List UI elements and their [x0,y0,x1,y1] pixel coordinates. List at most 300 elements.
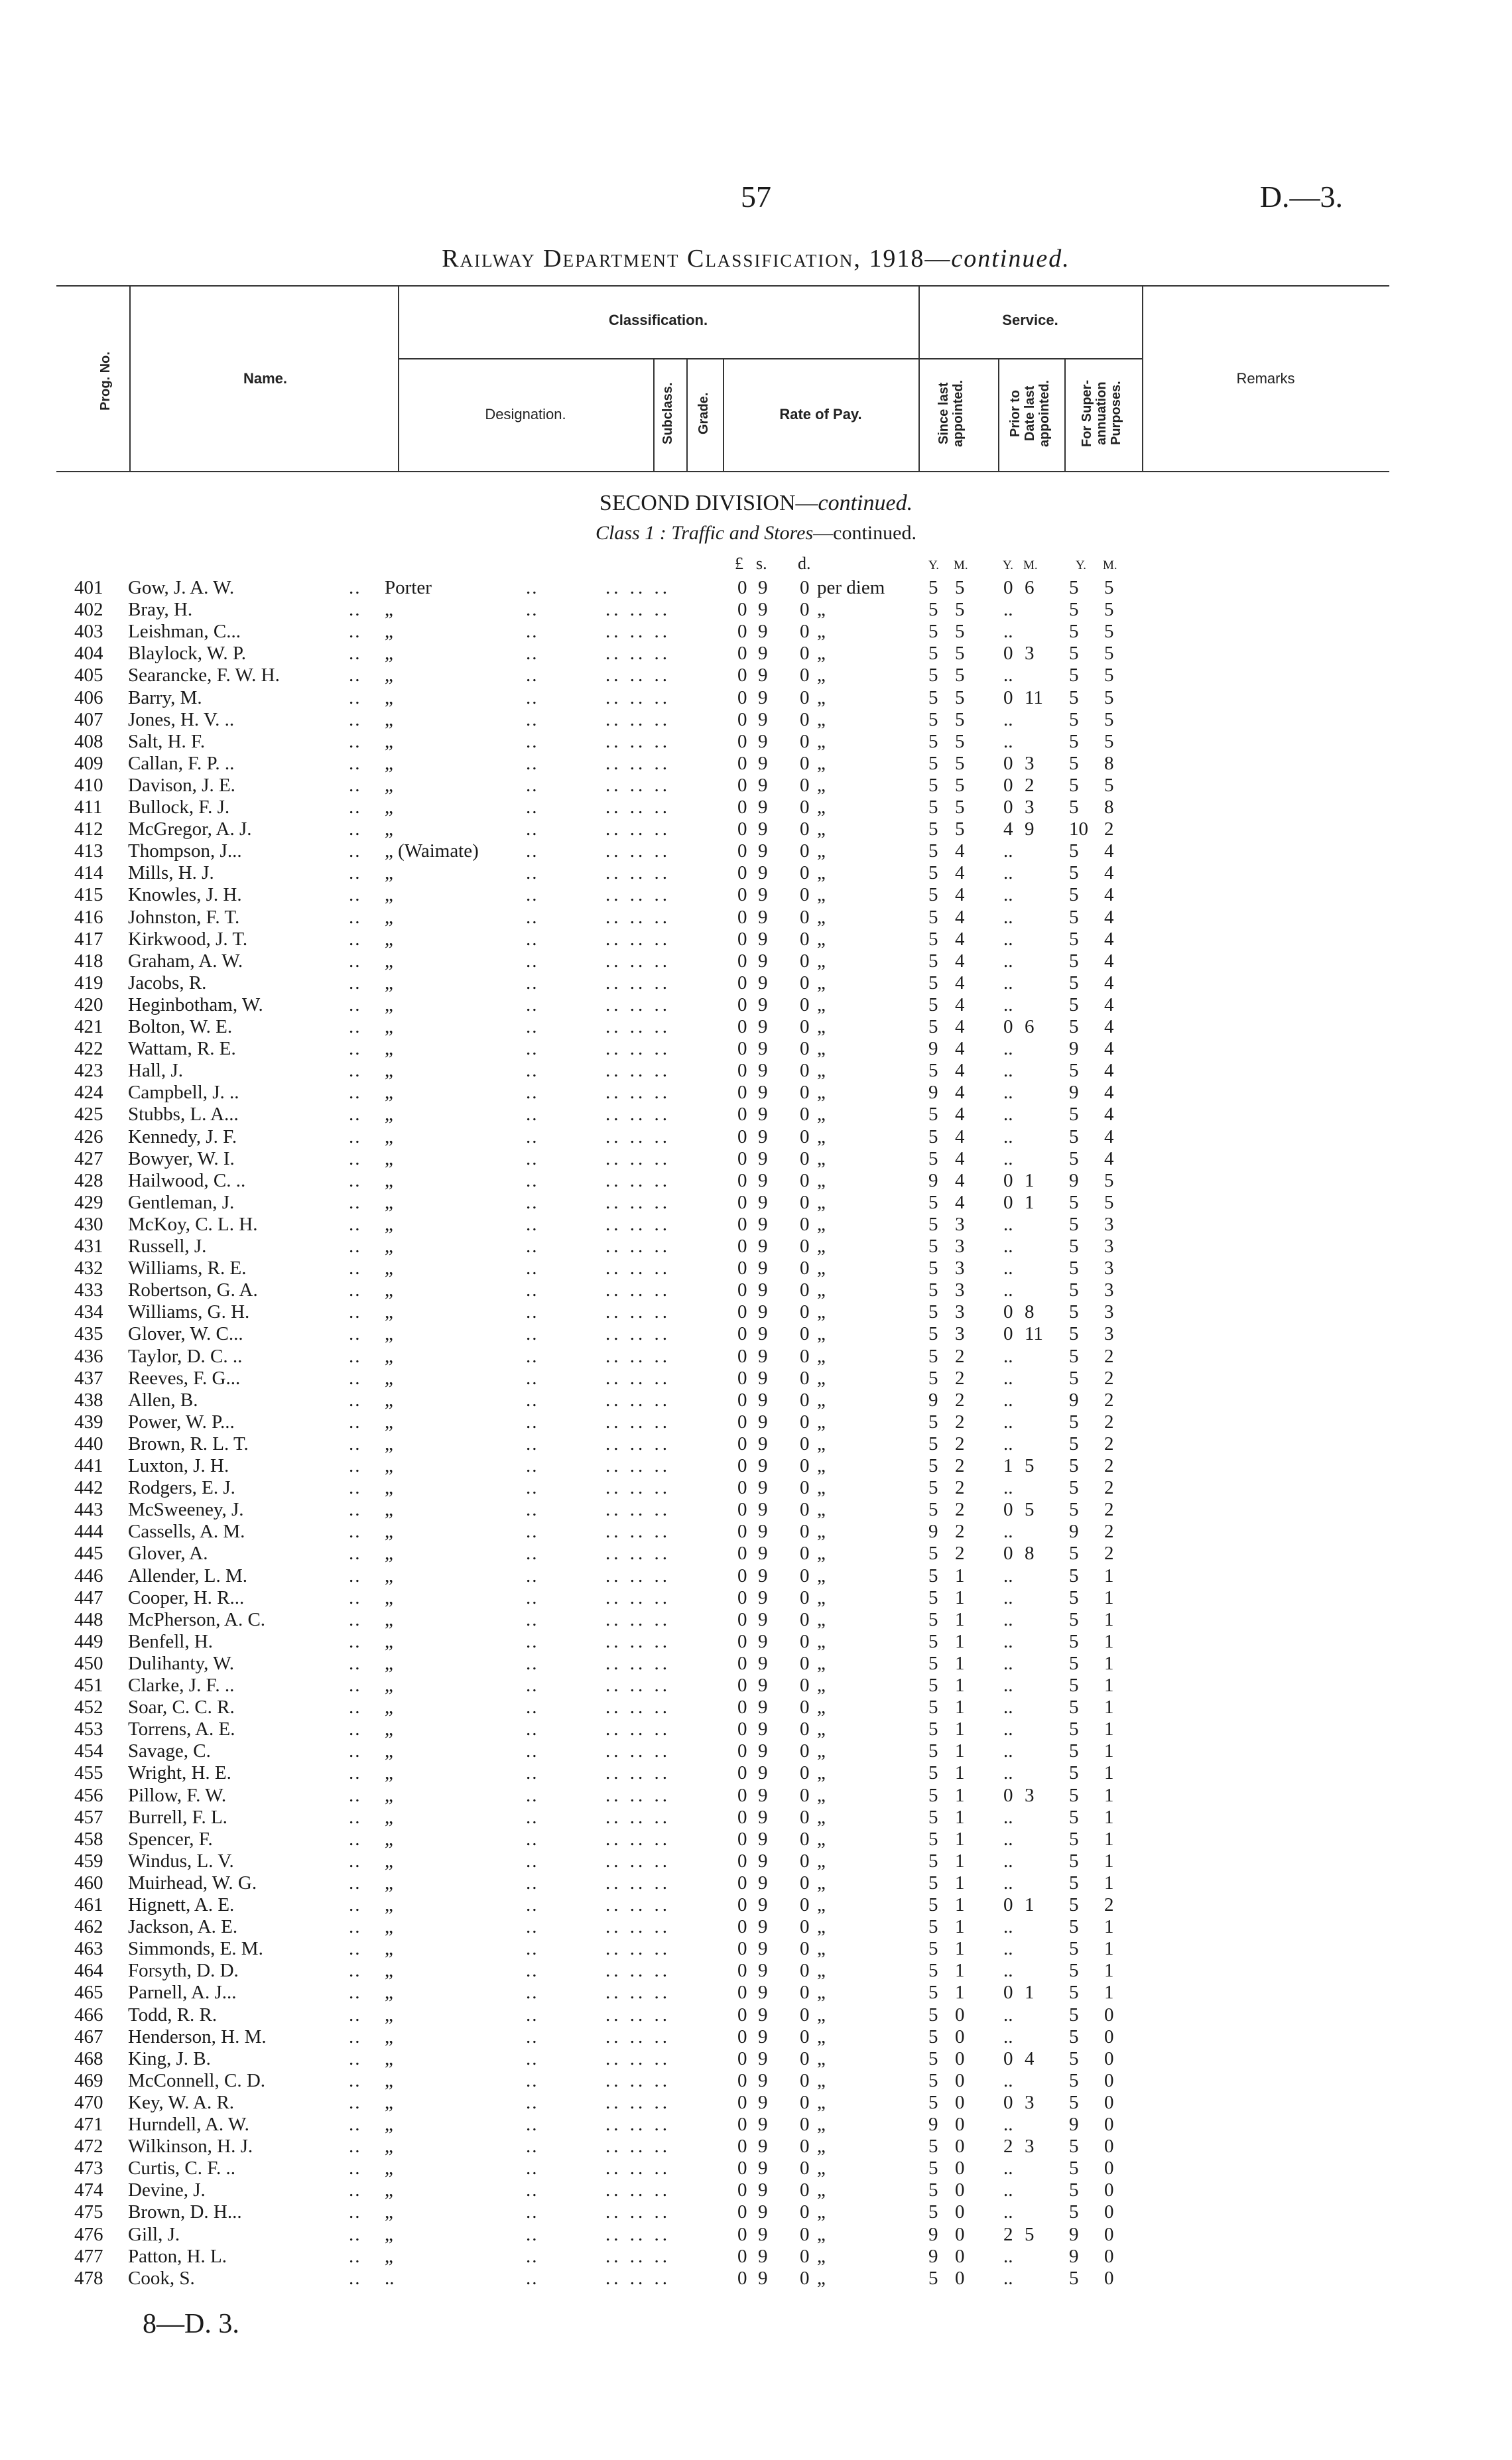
employee-name: Gill, J. [128,2223,180,2245]
leader-dots: .. [349,1675,361,1696]
super-months: 4 [1104,884,1114,906]
since-months: 4 [955,928,965,950]
prog-number: 442 [74,1477,103,1499]
leader-dots: .. [526,774,538,796]
super-months: 1 [1104,1960,1114,1982]
designation: „ [385,2201,393,2223]
since-months: 5 [955,752,965,774]
prior-months: 9 [1025,818,1035,840]
since-years: 5 [928,1477,938,1499]
leader-dots: .. [526,818,538,840]
rate-shillings: 9 [758,1740,768,1762]
rate-pounds: 0 [737,1477,747,1499]
table-row [0,1543,1512,1565]
rate-shillings: 9 [758,1718,768,1740]
super-months: 4 [1104,906,1114,928]
rate-shillings: 9 [758,1258,768,1279]
employee-name: Robertson, G. A. [128,1279,258,1301]
designation: „ [385,1082,393,1104]
leader-dots: .. [526,1740,538,1762]
super-years: 5 [1069,1960,1079,1982]
leader-dots: .. [526,599,538,621]
super-months: 8 [1104,797,1114,818]
rate-period: „ [817,2004,826,2026]
since-years: 5 [928,1938,938,1960]
since-months: 1 [955,1894,965,1915]
leader-dots: .. [349,1872,361,1894]
designation: „ [385,1608,393,1630]
employee-name: Soar, C. C. R. [128,1697,235,1718]
rate-pence: 0 [800,884,810,906]
since-years: 5 [928,1258,938,1279]
since-years: 9 [928,2114,938,2135]
rate-pounds: 0 [737,1630,747,1652]
super-months: 2 [1104,1499,1114,1521]
prog-number: 470 [74,2091,103,2113]
prior-years: .. [1003,1213,1013,1235]
rate-period: „ [817,1938,826,1960]
leader-dots: .. [526,1433,538,1455]
rate-pence: 0 [800,1784,810,1806]
rate-pounds: 0 [737,2223,747,2245]
employee-name: Burrell, F. L. [128,1806,227,1828]
unit-months: M. [954,558,968,572]
employee-name: Searancke, F. W. H. [128,665,280,686]
rate-period: „ [817,928,826,950]
leader-dots: .. [349,1038,361,1060]
leader-dots: .. [349,1806,361,1828]
leader-dots: .. .. .. [605,1499,670,1521]
leader-dots: .. [526,928,538,950]
prior-years: 0 [1003,1499,1013,1521]
super-months: 1 [1104,1806,1114,1828]
rate-pence: 0 [800,1982,810,2004]
leader-dots: .. [526,1147,538,1169]
since-months: 1 [955,1850,965,1872]
designation: „ [385,1652,393,1674]
leader-dots: .. [349,2201,361,2223]
designation: „ [385,1718,393,1740]
employee-name: Gentleman, J. [128,1191,235,1213]
since-years: 9 [928,1038,938,1060]
leader-dots: .. [526,1060,538,1082]
leader-dots: .. .. .. [605,1806,670,1828]
since-years: 5 [928,1191,938,1213]
super-years: 5 [1069,840,1079,862]
rate-shillings: 9 [758,1147,768,1169]
prog-number: 444 [74,1521,103,1543]
super-years: 5 [1069,1938,1079,1960]
leader-dots: .. .. .. [605,1455,670,1476]
employee-name: Salt, H. F. [128,730,206,752]
super-years: 5 [1069,1652,1079,1674]
prog-number: 415 [74,884,103,906]
since-years: 5 [928,2047,938,2069]
super-years: 5 [1069,906,1079,928]
rate-period: „ [817,1038,826,1060]
prog-number: 405 [74,665,103,686]
leader-dots: .. [349,1258,361,1279]
prior-months: 8 [1025,1301,1035,1323]
rate-pence: 0 [800,906,810,928]
since-months: 2 [955,1477,965,1499]
since-months: 0 [955,2223,965,2245]
designation: „ [385,1784,393,1806]
super-years: 5 [1069,2158,1079,2179]
super-months: 4 [1104,1126,1114,1147]
table-row [0,797,1512,818]
rate-pence: 0 [800,2201,810,2223]
since-months: 2 [955,1433,965,1455]
prog-number: 448 [74,1608,103,1630]
since-months: 2 [955,1499,965,1521]
super-years: 5 [1069,621,1079,643]
rate-shillings: 9 [758,1938,768,1960]
leader-dots: .. [526,1938,538,1960]
since-years: 5 [928,1301,938,1323]
rate-pence: 0 [800,1213,810,1235]
employee-name: Forsyth, D. D. [128,1960,239,1982]
since-years: 5 [928,2267,938,2289]
rate-pounds: 0 [737,1894,747,1915]
leader-dots: .. [526,577,538,598]
employee-name: Wattam, R. E. [128,1038,236,1060]
designation: „ [385,1191,393,1213]
designation: „ [385,1367,393,1389]
leader-dots: .. [526,2114,538,2135]
table-row [0,1455,1512,1477]
leader-dots: .. [349,1784,361,1806]
since-months: 2 [955,1367,965,1389]
super-years: 5 [1069,1894,1079,1915]
leader-dots: .. [526,906,538,928]
rate-pounds: 0 [737,1916,747,1938]
rate-pounds: 0 [737,730,747,752]
employee-name: Callan, F. P. .. [128,752,235,774]
rate-shillings: 9 [758,1543,768,1565]
employee-name: Curtis, C. F. .. [128,2158,236,2179]
prior-years: .. [1003,1960,1013,1982]
super-months: 2 [1104,818,1114,840]
super-months: 1 [1104,1762,1114,1784]
rate-pence: 0 [800,862,810,884]
rate-pounds: 0 [737,2136,747,2158]
employee-name: McGregor, A. J. [128,818,252,840]
rate-pence: 0 [800,1872,810,1894]
designation: „ [385,906,393,928]
table-row [0,1126,1512,1148]
table-row [0,577,1512,599]
rate-period: „ [817,906,826,928]
designation: „ [385,621,393,643]
since-years: 5 [928,797,938,818]
super-years: 5 [1069,1608,1079,1630]
prior-years: .. [1003,1411,1013,1433]
since-years: 5 [928,599,938,621]
rate-pence: 0 [800,1367,810,1389]
leader-dots: .. .. .. [605,599,670,621]
leader-dots: .. [349,2047,361,2069]
leader-dots: .. .. .. [605,2179,670,2201]
rate-pence: 0 [800,1038,810,1060]
rate-pounds: 0 [737,1169,747,1191]
super-months: 1 [1104,1828,1114,1850]
employee-name: Graham, A. W. [128,950,243,972]
table-row [0,1192,1512,1214]
super-months: 4 [1104,840,1114,862]
prog-number: 477 [74,2245,103,2267]
leader-dots: .. [526,1082,538,1104]
prog-number: 422 [74,1038,103,1060]
prior-years: .. [1003,1806,1013,1828]
employee-name: Bullock, F. J. [128,797,230,818]
prior-years: .. [1003,972,1013,994]
since-years: 5 [928,884,938,906]
rate-pounds: 0 [737,1411,747,1433]
designation: „ [385,2004,393,2026]
super-months: 2 [1104,1455,1114,1476]
col-divider [653,358,655,471]
super-years: 9 [1069,2114,1079,2135]
rate-pence: 0 [800,994,810,1015]
unit-pence: d. [798,554,811,573]
prior-years: .. [1003,2201,1013,2223]
employee-name: Blaylock, W. P. [128,643,247,665]
since-years: 9 [928,2223,938,2245]
leader-dots: .. [526,1806,538,1828]
super-years: 5 [1069,686,1079,708]
designation: „ [385,1433,393,1455]
table-row [0,1829,1512,1850]
super-months: 2 [1104,1433,1114,1455]
prior-years: 0 [1003,686,1013,708]
super-months: 1 [1104,1675,1114,1696]
table-row [0,929,1512,950]
leader-dots: .. [349,862,361,884]
rate-shillings: 9 [758,2201,768,2223]
rate-shillings: 9 [758,994,768,1015]
leader-dots: .. [526,1169,538,1191]
since-years: 5 [928,1608,938,1630]
rate-period: „ [817,1916,826,1938]
prior-years: 0 [1003,1982,1013,2004]
since-years: 5 [928,972,938,994]
unit-months: M. [1103,558,1117,572]
prog-number: 455 [74,1762,103,1784]
rate-period: „ [817,730,826,752]
class-continued: —continued. [813,522,916,544]
designation: „ [385,1565,393,1586]
leader-dots: .. .. .. [605,1894,670,1915]
super-months: 5 [1104,621,1114,643]
leader-dots: .. [349,2026,361,2047]
unit-years: Y. [1003,558,1014,572]
rate-period: „ [817,1608,826,1630]
leader-dots: .. .. .. [605,1850,670,1872]
rate-period: „ [817,1367,826,1389]
designation: „ [385,994,393,1015]
prog-number: 426 [74,1126,103,1147]
prior-years: .. [1003,950,1013,972]
since-months: 4 [955,1147,965,1169]
prog-number: 478 [74,2267,103,2289]
leader-dots: .. [526,972,538,994]
since-months: 1 [955,1697,965,1718]
header-subclass: Subclass. [661,382,675,444]
super-years: 5 [1069,2201,1079,2223]
leader-dots: .. [349,928,361,950]
rate-pence: 0 [800,1630,810,1652]
rate-pounds: 0 [737,1652,747,1674]
prior-years: .. [1003,1279,1013,1301]
leader-dots: .. [526,1608,538,1630]
leader-dots: .. .. .. [605,1828,670,1850]
designation: „ [385,1872,393,1894]
leader-dots: .. .. .. [605,2091,670,2113]
rate-pence: 0 [800,840,810,862]
class-heading [0,522,1512,545]
leader-dots: .. [349,950,361,972]
super-months: 4 [1104,972,1114,994]
employee-name: Bolton, W. E. [128,1016,233,1037]
prog-number: 473 [74,2158,103,2179]
prog-number: 450 [74,1652,103,1674]
leader-dots: .. [526,1345,538,1367]
leader-dots: .. .. .. [605,1411,670,1433]
since-years: 5 [928,1697,938,1718]
employee-name: Brown, R. L. T. [128,1433,249,1455]
header-bottom-rule [56,471,1389,472]
leader-dots: .. .. .. [605,1301,670,1323]
leader-dots: .. .. .. [605,1916,670,1938]
rate-pence: 0 [800,1499,810,1521]
designation: „ (Waimate) [385,840,479,862]
super-years: 5 [1069,1675,1079,1696]
since-years: 5 [928,840,938,862]
leader-dots: .. [349,1586,361,1608]
since-months: 1 [955,1740,965,1762]
leader-dots: .. [349,972,361,994]
prior-months: 3 [1025,2091,1035,2113]
since-months: 2 [955,1345,965,1367]
super-months: 1 [1104,1652,1114,1674]
leader-dots: .. .. .. [605,2026,670,2047]
employee-name: Benfell, H. [128,1630,214,1652]
leader-dots: .. [526,752,538,774]
designation: „ [385,1147,393,1169]
rate-period: „ [817,1455,826,1476]
leader-dots: .. .. .. [605,2267,670,2289]
rate-period: „ [817,2223,826,2245]
rate-pounds: 0 [737,1499,747,1521]
table-row [0,907,1512,929]
leader-dots: .. [349,2091,361,2113]
page-title [0,244,1512,273]
prog-number: 458 [74,1828,103,1850]
leader-dots: .. [526,797,538,818]
prog-number: 402 [74,599,103,621]
rate-period: „ [817,1586,826,1608]
since-months: 3 [955,1258,965,1279]
prog-number: 401 [74,577,103,598]
prior-years: .. [1003,1630,1013,1652]
rate-period: „ [817,1521,826,1543]
prog-number: 411 [74,797,103,818]
super-months: 4 [1104,1016,1114,1037]
rate-pence: 0 [800,1191,810,1213]
col-divider [1064,358,1066,471]
since-years: 5 [928,1104,938,1126]
since-years: 5 [928,1499,938,1521]
prior-months: 5 [1025,1499,1035,1521]
prior-years: .. [1003,1345,1013,1367]
prior-years: .. [1003,1675,1013,1696]
leader-dots: .. [349,1455,361,1476]
employee-name: Luxton, J. H. [128,1455,229,1476]
rate-shillings: 9 [758,1411,768,1433]
leader-dots: .. [349,1367,361,1389]
rate-pounds: 0 [737,2267,747,2289]
rate-shillings: 9 [758,1521,768,1543]
prog-number: 463 [74,1938,103,1960]
prior-years: .. [1003,1586,1013,1608]
leader-dots: .. .. .. [605,1147,670,1169]
leader-dots: .. [349,1499,361,1521]
rate-period: „ [817,1082,826,1104]
table-row [0,1477,1512,1499]
employee-name: Windus, L. V. [128,1850,234,1872]
rate-pence: 0 [800,1389,810,1411]
rate-shillings: 9 [758,950,768,972]
prior-years: .. [1003,1236,1013,1257]
leader-dots: .. [349,1477,361,1499]
super-months: 3 [1104,1236,1114,1257]
employee-name: Heginbotham, W. [128,994,263,1015]
leader-dots: .. [349,1411,361,1433]
leader-dots: .. [526,1213,538,1235]
leader-dots: .. [349,2136,361,2158]
leader-dots: .. [349,1433,361,1455]
leader-dots: .. [349,1126,361,1147]
rate-pounds: 0 [737,2069,747,2091]
leader-dots: .. [526,1411,538,1433]
rate-pounds: 0 [737,1697,747,1718]
leader-dots: .. .. .. [605,1872,670,1894]
since-years: 5 [928,1652,938,1674]
table-row [0,1609,1512,1631]
prog-number: 420 [74,994,103,1015]
rate-period: „ [817,1323,826,1345]
since-years: 5 [928,1806,938,1828]
since-months: 4 [955,1082,965,1104]
leader-dots: .. [349,1652,361,1674]
leader-dots: .. [526,1389,538,1411]
employee-name: Stubbs, L. A... [128,1104,239,1126]
rate-pence: 0 [800,2179,810,2201]
since-months: 0 [955,2091,965,2113]
super-years: 5 [1069,2004,1079,2026]
section-heading [0,491,1512,516]
since-months: 1 [955,1608,965,1630]
leader-dots: .. [349,1916,361,1938]
leader-dots: .. [349,2245,361,2267]
table-row [0,2179,1512,2201]
leader-dots: .. [349,686,361,708]
super-years: 5 [1069,1060,1079,1082]
prog-number: 429 [74,1191,103,1213]
designation: „ [385,1016,393,1037]
designation: „ [385,2047,393,2069]
